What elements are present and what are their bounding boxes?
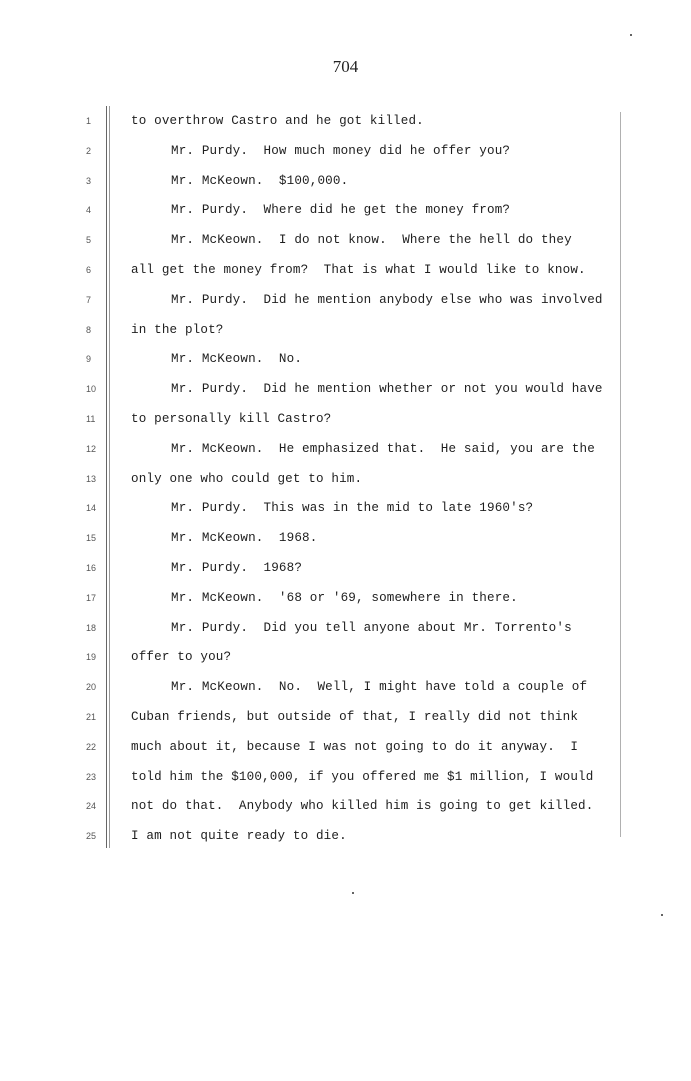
transcript-line: Cuban friends, but outside of that, I really did not think <box>131 710 579 724</box>
line-number: 23 <box>86 772 97 782</box>
transcript-line: offer to you? <box>131 650 232 664</box>
line-number: 16 <box>86 563 97 573</box>
line-number: 7 <box>86 295 92 305</box>
transcript-line: Mr. McKeown. 1968. <box>171 531 318 545</box>
line-number: 11 <box>86 414 96 424</box>
transcript-line: told him the $100,000, if you offered me $1 million, I would <box>131 770 594 784</box>
line-number: 1 <box>86 116 92 126</box>
line-number: 22 <box>86 742 97 752</box>
line-number: 5 <box>86 235 92 245</box>
left-margin-rule <box>106 106 107 848</box>
transcript-line: Mr. Purdy. How much money did he offer you? <box>171 144 511 158</box>
transcript-line: only one who could get to him. <box>131 472 363 486</box>
line-number: 2 <box>86 146 92 156</box>
line-number: 19 <box>86 652 97 662</box>
line-number: 14 <box>86 503 97 513</box>
transcript-line: Mr. McKeown. He emphasized that. He said, you are the <box>171 442 595 456</box>
speck-mark <box>661 914 663 916</box>
speck-mark <box>352 892 354 894</box>
line-number: 15 <box>86 533 97 543</box>
line-number: 3 <box>86 176 92 186</box>
transcript-line: all get the money from? That is what I would like to know. <box>131 263 586 277</box>
line-number: 13 <box>86 474 97 484</box>
line-number: 21 <box>86 712 97 722</box>
right-margin-rule <box>620 112 621 837</box>
transcript-line: Mr. McKeown. No. <box>171 352 303 366</box>
transcript-line: much about it, because I was not going to do it anyway. I <box>131 740 579 754</box>
line-number: 24 <box>86 801 97 811</box>
line-number: 12 <box>86 444 97 454</box>
page-number: 704 <box>332 57 359 76</box>
line-number: 9 <box>86 354 92 364</box>
transcript-line: Mr. Purdy. 1968? <box>171 561 303 575</box>
transcript-line: to overthrow Castro and he got killed. <box>131 114 424 128</box>
line-number: 4 <box>86 205 92 215</box>
line-number: 20 <box>86 682 97 692</box>
transcript-line: Mr. McKeown. $100,000. <box>171 174 349 188</box>
transcript-line: Mr. Purdy. This was in the mid to late 1960's? <box>171 501 534 515</box>
transcript-line: in the plot? <box>131 323 224 337</box>
transcript-line: Mr. McKeown. No. Well, I might have told a couple of <box>171 680 588 694</box>
line-number: 6 <box>86 265 92 275</box>
transcript-line: Mr. Purdy. Did he mention anybody else who was involved <box>171 293 603 307</box>
transcript-line: Mr. Purdy. Did you tell anyone about Mr. Torrento's <box>171 621 572 635</box>
speck-mark <box>630 34 632 36</box>
transcript-line: Mr. Purdy. Did he mention whether or not you would have <box>171 382 603 396</box>
transcript-line: Mr. McKeown. I do not know. Where the hell do they <box>171 233 572 247</box>
line-number: 18 <box>86 623 97 633</box>
line-number: 8 <box>86 325 92 335</box>
transcript-line: to personally kill Castro? <box>131 412 332 426</box>
transcript-line: not do that. Anybody who killed him is going to get killed. <box>131 799 594 813</box>
line-number: 17 <box>86 593 97 603</box>
transcript-line: I am not quite ready to die. <box>131 829 347 843</box>
line-number: 25 <box>86 831 97 841</box>
line-number: 10 <box>86 384 97 394</box>
transcript-line: Mr. Purdy. Where did he get the money from? <box>171 203 511 217</box>
left-margin-rule-inner <box>109 106 110 848</box>
transcript-line: Mr. McKeown. '68 or '69, somewhere in there. <box>171 591 518 605</box>
